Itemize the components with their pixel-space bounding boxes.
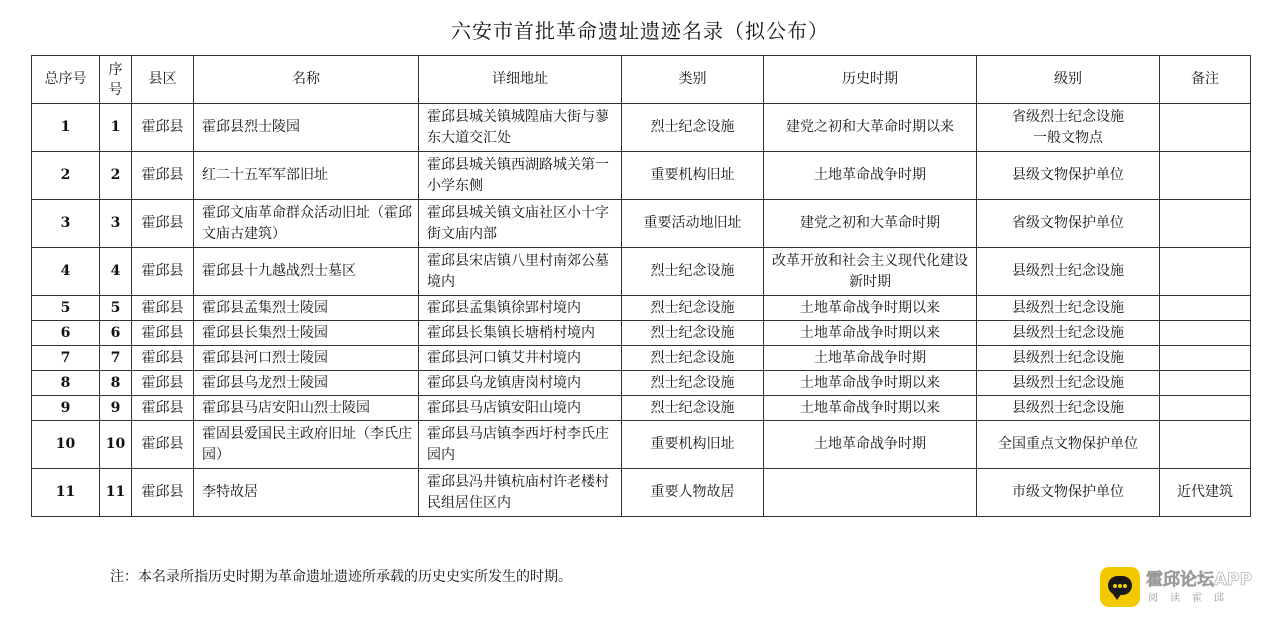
cell-address: 霍邱县河口镇艾井村境内 bbox=[419, 346, 622, 371]
table-row bbox=[32, 321, 1251, 346]
footnote: 注：本名录所指历史时期为革命遗址遗迹所承载的历史史实所发生的时期。 bbox=[110, 569, 572, 585]
cell-category: 重要机构旧址 bbox=[622, 421, 764, 469]
cell-name: 霍邱文庙革命群众活动旧址（霍邱文庙古建筑） bbox=[194, 200, 419, 248]
cell-name: 霍邱县马店安阳山烈士陵园 bbox=[194, 396, 419, 421]
cell-name: 霍邱县孟集烈士陵园 bbox=[194, 296, 419, 321]
cell-no: 8 bbox=[100, 371, 132, 396]
cell-category: 重要活动地旧址 bbox=[622, 200, 764, 248]
cell-address: 霍邱县马店镇李西圩村李氏庄园内 bbox=[419, 421, 622, 469]
cell-level: 县级烈士纪念设施 bbox=[977, 396, 1160, 421]
cell-county: 霍邱县 bbox=[132, 396, 194, 421]
header-no-text: 序号 bbox=[108, 61, 123, 98]
cell-address: 霍邱县城关镇文庙社区小十字街文庙内部 bbox=[419, 200, 622, 248]
cell-name: 霍邱县河口烈士陵园 bbox=[194, 346, 419, 371]
cell-county: 霍邱县 bbox=[132, 469, 194, 517]
cell-category: 重要机构旧址 bbox=[622, 152, 764, 200]
cell-remarks bbox=[1160, 104, 1251, 152]
cell-county: 霍邱县 bbox=[132, 321, 194, 346]
cell-period: 土地革命战争时期 bbox=[764, 346, 977, 371]
cell-level: 县级烈士纪念设施 bbox=[977, 371, 1160, 396]
cell-county: 霍邱县 bbox=[132, 421, 194, 469]
table-row bbox=[32, 104, 1251, 152]
cell-total-no: 6 bbox=[32, 321, 100, 346]
cell-total-no: 2 bbox=[32, 152, 100, 200]
cell-total-no: 10 bbox=[32, 421, 100, 469]
table-row bbox=[32, 248, 1251, 296]
cell-no: 3 bbox=[100, 200, 132, 248]
cell-remarks bbox=[1160, 421, 1251, 469]
header-category: 类别 bbox=[622, 56, 764, 104]
cell-no: 1 bbox=[100, 104, 132, 152]
header-total-no: 总序号 bbox=[32, 56, 100, 104]
cell-level: 市级文物保护单位 bbox=[977, 469, 1160, 517]
cell-county: 霍邱县 bbox=[132, 104, 194, 152]
cell-no: 2 bbox=[100, 152, 132, 200]
cell-category: 烈士纪念设施 bbox=[622, 104, 764, 152]
cell-level: 县级烈士纪念设施 bbox=[977, 296, 1160, 321]
table-row bbox=[32, 152, 1251, 200]
cell-remarks bbox=[1160, 346, 1251, 371]
header-county: 县区 bbox=[132, 56, 194, 104]
cell-period: 土地革命战争时期以来 bbox=[764, 396, 977, 421]
table-row bbox=[32, 469, 1251, 517]
table-header-row bbox=[32, 56, 1251, 104]
cell-name: 李特故居 bbox=[194, 469, 419, 517]
watermark-app-name: 霍邱论坛APP bbox=[1146, 570, 1253, 590]
header-level: 级别 bbox=[977, 56, 1160, 104]
cell-name: 霍邱县长集烈士陵园 bbox=[194, 321, 419, 346]
cell-category: 烈士纪念设施 bbox=[622, 371, 764, 396]
cell-total-no: 9 bbox=[32, 396, 100, 421]
cell-total-no: 7 bbox=[32, 346, 100, 371]
cell-period: 土地革命战争时期以来 bbox=[764, 321, 977, 346]
cell-address: 霍邱县乌龙镇唐岗村境内 bbox=[419, 371, 622, 396]
table-row bbox=[32, 200, 1251, 248]
header-remarks: 备注 bbox=[1160, 56, 1251, 104]
cell-remarks: 近代建筑 bbox=[1160, 469, 1251, 517]
cell-address: 霍邱县冯井镇杭庙村许老楼村民组居住区内 bbox=[419, 469, 622, 517]
cell-remarks bbox=[1160, 200, 1251, 248]
cell-name: 霍邱县乌龙烈士陵园 bbox=[194, 371, 419, 396]
cell-total-no: 11 bbox=[32, 469, 100, 517]
cell-no: 6 bbox=[100, 321, 132, 346]
cell-period: 土地革命战争时期 bbox=[764, 421, 977, 469]
cell-level: 县级文物保护单位 bbox=[977, 152, 1160, 200]
cell-total-no: 3 bbox=[32, 200, 100, 248]
cell-county: 霍邱县 bbox=[132, 346, 194, 371]
cell-county: 霍邱县 bbox=[132, 371, 194, 396]
cell-address: 霍邱县长集镇长塘梢村境内 bbox=[419, 321, 622, 346]
cell-level: 省级烈士纪念设施 一般文物点 bbox=[977, 104, 1160, 152]
cell-remarks bbox=[1160, 152, 1251, 200]
header-name: 名称 bbox=[194, 56, 419, 104]
cell-address: 霍邱县孟集镇徐郢村境内 bbox=[419, 296, 622, 321]
cell-level: 省级文物保护单位 bbox=[977, 200, 1160, 248]
cell-total-no: 8 bbox=[32, 371, 100, 396]
cell-total-no: 1 bbox=[32, 104, 100, 152]
forum-watermark bbox=[1100, 563, 1270, 607]
cell-period: 土地革命战争时期 bbox=[764, 152, 977, 200]
cell-period: 改革开放和社会主义现代化建设新时期 bbox=[764, 248, 977, 296]
cell-address: 霍邱县宋店镇八里村南郊公墓境内 bbox=[419, 248, 622, 296]
chat-bubble-icon bbox=[1100, 567, 1140, 607]
cell-category: 烈士纪念设施 bbox=[622, 346, 764, 371]
cell-remarks bbox=[1160, 248, 1251, 296]
header-address: 详细地址 bbox=[419, 56, 622, 104]
document-title: 六安市首批革命遗址遗迹名录（拟公布） bbox=[451, 19, 829, 43]
cell-category: 烈士纪念设施 bbox=[622, 248, 764, 296]
cell-period bbox=[764, 469, 977, 517]
cell-period: 土地革命战争时期以来 bbox=[764, 371, 977, 396]
header-period: 历史时期 bbox=[764, 56, 977, 104]
cell-remarks bbox=[1160, 396, 1251, 421]
cell-level: 县级烈士纪念设施 bbox=[977, 346, 1160, 371]
table-row bbox=[32, 371, 1251, 396]
cell-name: 霍邱县烈士陵园 bbox=[194, 104, 419, 152]
cell-address: 霍邱县城关镇西湖路城关第一小学东侧 bbox=[419, 152, 622, 200]
cell-category: 烈士纪念设施 bbox=[622, 296, 764, 321]
table-row bbox=[32, 396, 1251, 421]
cell-address: 霍邱县城关镇城隍庙大街与蓼东大道交汇处 bbox=[419, 104, 622, 152]
cell-level: 全国重点文物保护单位 bbox=[977, 421, 1160, 469]
cell-remarks bbox=[1160, 371, 1251, 396]
cell-remarks bbox=[1160, 296, 1251, 321]
cell-period: 建党之初和大革命时期 bbox=[764, 200, 977, 248]
cell-county: 霍邱县 bbox=[132, 152, 194, 200]
cell-name: 霍固县爱国民主政府旧址（李氏庄园） bbox=[194, 421, 419, 469]
cell-no: 4 bbox=[100, 248, 132, 296]
table-row bbox=[32, 421, 1251, 469]
cell-county: 霍邱县 bbox=[132, 248, 194, 296]
watermark-tagline: 阅读霍邱 bbox=[1148, 593, 1236, 604]
cell-level: 县级烈士纪念设施 bbox=[977, 248, 1160, 296]
header-no bbox=[100, 56, 132, 104]
cell-county: 霍邱县 bbox=[132, 200, 194, 248]
cell-no: 11 bbox=[100, 469, 132, 517]
cell-address: 霍邱县马店镇安阳山境内 bbox=[419, 396, 622, 421]
cell-no: 10 bbox=[100, 421, 132, 469]
cell-level: 县级烈士纪念设施 bbox=[977, 321, 1160, 346]
cell-total-no: 4 bbox=[32, 248, 100, 296]
cell-county: 霍邱县 bbox=[132, 296, 194, 321]
cell-remarks bbox=[1160, 321, 1251, 346]
cell-no: 9 bbox=[100, 396, 132, 421]
cell-category: 重要人物故居 bbox=[622, 469, 764, 517]
revolutionary-sites-table bbox=[31, 55, 1251, 517]
cell-no: 5 bbox=[100, 296, 132, 321]
table-row bbox=[32, 296, 1251, 321]
table-row bbox=[32, 346, 1251, 371]
cell-category: 烈士纪念设施 bbox=[622, 321, 764, 346]
cell-name: 霍邱县十九越战烈士墓区 bbox=[194, 248, 419, 296]
cell-category: 烈士纪念设施 bbox=[622, 396, 764, 421]
cell-name: 红二十五军军部旧址 bbox=[194, 152, 419, 200]
cell-period: 建党之初和大革命时期以来 bbox=[764, 104, 977, 152]
cell-period: 土地革命战争时期以来 bbox=[764, 296, 977, 321]
cell-total-no: 5 bbox=[32, 296, 100, 321]
cell-no: 7 bbox=[100, 346, 132, 371]
